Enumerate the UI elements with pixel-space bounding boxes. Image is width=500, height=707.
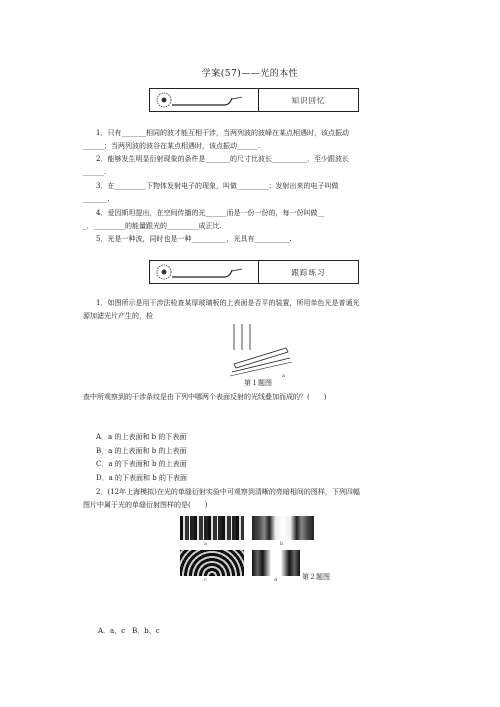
q2-image-label: d bbox=[274, 577, 278, 583]
q2-image-label: b bbox=[280, 541, 284, 547]
q2-image-a bbox=[180, 516, 244, 540]
q2-image-label: a bbox=[204, 541, 207, 547]
review-line: ______；当两列波的波谷在某点相遇时，该点振动______. bbox=[83, 142, 261, 150]
q2-stem-line: 图片中属于光的单缝衍射图样的是( ) bbox=[83, 501, 208, 509]
magnifier-icon bbox=[150, 89, 258, 111]
q1-option-c: C．a 的下表面和 b 的上表面 bbox=[96, 460, 187, 468]
review-line: ______. bbox=[83, 168, 107, 176]
review-line: 2．能够发生明显衍射现象的条件是_______的尺寸比波长__________，至少跟波长 bbox=[96, 155, 349, 163]
q2-answer-line: A．a、c B．b、c bbox=[98, 627, 160, 635]
banner-decoration bbox=[150, 89, 259, 111]
banner-label: 跟踪练习 bbox=[291, 267, 326, 277]
q1-caption: 第１题图 bbox=[244, 379, 272, 387]
q1-option-b: B．a 的上表面和 b 的上表面 bbox=[96, 447, 187, 455]
magnifier-icon bbox=[150, 261, 258, 283]
q2-image-c bbox=[180, 550, 244, 576]
banner-decoration bbox=[150, 261, 259, 283]
q1-figure-label: a bbox=[282, 373, 285, 379]
q2-caption: 第２题图 bbox=[302, 573, 330, 581]
review-line: _．_________的能量跟光的_________成正比. bbox=[83, 222, 222, 230]
review-line: 3．在_________下物体发射电子的现象，叫做_________；发射出来的电子叫做 bbox=[96, 182, 339, 190]
banner-label: 知识回忆 bbox=[291, 95, 326, 105]
section-banner-practice bbox=[149, 260, 359, 284]
q1-option-a: A．a 的上表面和 b 的下表面 bbox=[96, 433, 187, 441]
review-line: 4．爱因斯坦提出，在空间传播的光______而是一份一份的，每一份叫做__ bbox=[96, 209, 325, 217]
q1-stem-line: 源加滤光片产生的，检 bbox=[83, 312, 153, 320]
review-line: _______. bbox=[83, 195, 110, 203]
review-line: 1．只有_______相同的波才能互相干涉，当两列波的波峰在某点相遇时，该点振动 bbox=[96, 129, 349, 137]
page-title: 学案(57)——光的本性 bbox=[201, 69, 299, 79]
q1-figure bbox=[228, 320, 298, 382]
q1-stem-line: 1．如图所示是用干涉法检查某厚玻璃板的上表面是否平的装置，所用单色光是普通光 bbox=[96, 299, 360, 307]
q2-image-d bbox=[252, 550, 300, 576]
q1-stem-continued: 查中所观察到的干涉条纹是由下列中哪两个表面反射的光线叠加而成的？( ) bbox=[83, 393, 327, 401]
review-line: 5．光是一种波，同时也是一种__________，光具有__________. bbox=[96, 235, 292, 243]
q2-image-b bbox=[252, 516, 314, 540]
q1-option-d: D．a 的下表面和 b 的下表面 bbox=[96, 474, 187, 482]
section-banner-review bbox=[149, 88, 359, 112]
q2-image-label: c bbox=[204, 577, 207, 583]
q2-stem-line: 2．(12年上海模拟)在光的单缝衍射实验中可观察到清晰的亮暗相间的图样，下列四幅 bbox=[96, 488, 360, 496]
